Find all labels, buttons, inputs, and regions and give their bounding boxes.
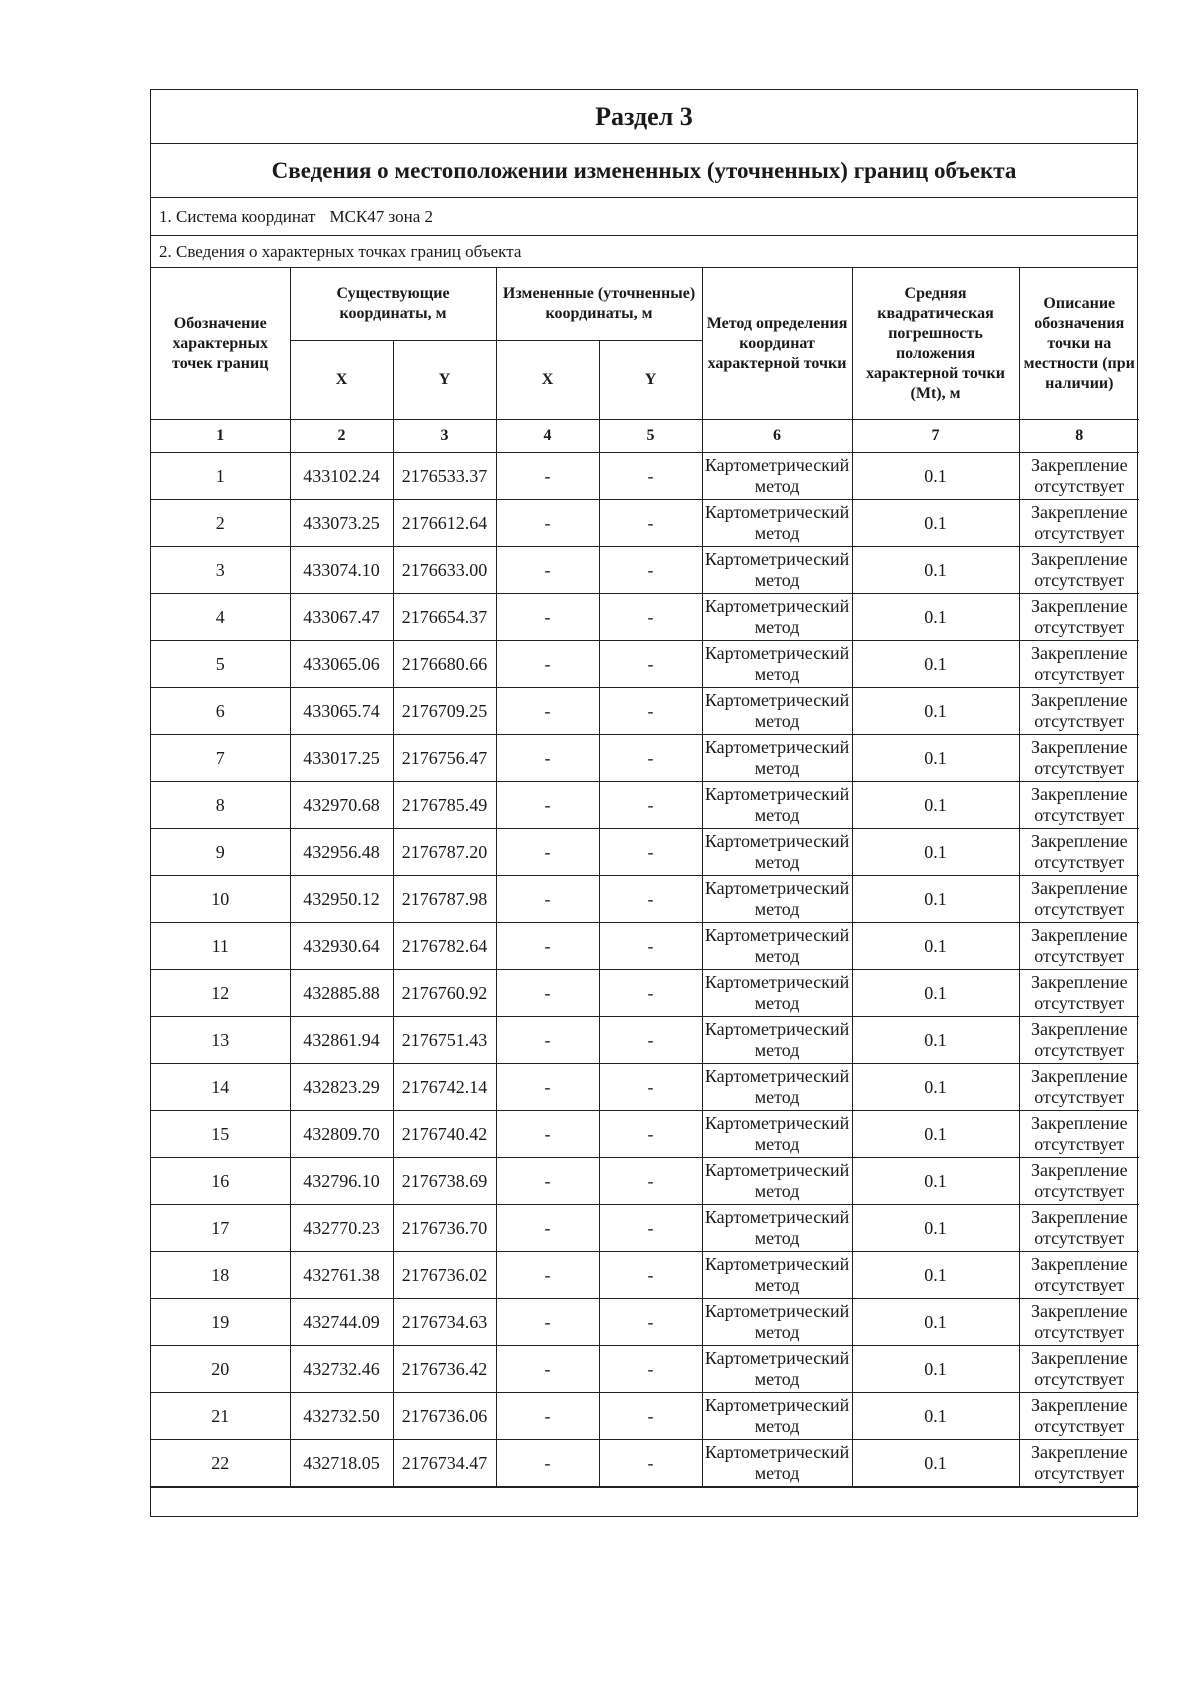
table-row <box>151 1252 1139 1299</box>
changed-x: - <box>496 735 599 782</box>
table-row <box>151 1111 1139 1158</box>
existing-y: 2176533.37 <box>393 453 496 500</box>
changed-y: - <box>599 1017 702 1064</box>
point-number: 12 <box>151 970 290 1017</box>
point-number: 20 <box>151 1346 290 1393</box>
existing-x: 432796.10 <box>290 1158 393 1205</box>
changed-x: - <box>496 1299 599 1346</box>
description-cell: Закрепление отсутствует <box>1019 876 1139 923</box>
method-cell: Картометрический метод <box>702 1064 852 1111</box>
existing-x: 432718.05 <box>290 1440 393 1487</box>
existing-y: 2176740.42 <box>393 1111 496 1158</box>
existing-x: 432823.29 <box>290 1064 393 1111</box>
table-row <box>151 876 1139 923</box>
error-value: 0.1 <box>852 1346 1019 1393</box>
method-cell: Картометрический метод <box>702 1299 852 1346</box>
header-changed-coords: Измененные (уточненные) координаты, м <box>496 268 702 341</box>
point-number: 4 <box>151 594 290 641</box>
method-cell: Картометрический метод <box>702 1252 852 1299</box>
changed-y: - <box>599 1393 702 1440</box>
error-value: 0.1 <box>852 1440 1019 1487</box>
changed-y: - <box>599 453 702 500</box>
changed-x: - <box>496 1158 599 1205</box>
existing-y: 2176742.14 <box>393 1064 496 1111</box>
changed-x: - <box>496 876 599 923</box>
error-value: 0.1 <box>852 782 1019 829</box>
changed-y: - <box>599 782 702 829</box>
table-row <box>151 1158 1139 1205</box>
changed-y: - <box>599 1064 702 1111</box>
changed-x: - <box>496 1440 599 1487</box>
existing-y: 2176736.02 <box>393 1252 496 1299</box>
description-cell: Закрепление отсутствует <box>1019 923 1139 970</box>
header-existing-coords: Существующие координаты, м <box>290 268 496 341</box>
description-cell: Закрепление отсутствует <box>1019 1440 1139 1487</box>
method-cell: Картометрический метод <box>702 735 852 782</box>
existing-y: 2176633.00 <box>393 547 496 594</box>
changed-y: - <box>599 641 702 688</box>
existing-x: 433067.47 <box>290 594 393 641</box>
point-number: 2 <box>151 500 290 547</box>
method-cell: Картометрический метод <box>702 1017 852 1064</box>
point-number: 13 <box>151 1017 290 1064</box>
changed-y: - <box>599 1346 702 1393</box>
table-row <box>151 641 1139 688</box>
point-number: 5 <box>151 641 290 688</box>
changed-y: - <box>599 923 702 970</box>
existing-y: 2176709.25 <box>393 688 496 735</box>
error-value: 0.1 <box>852 641 1019 688</box>
section-label: Раздел 3 <box>151 90 1137 144</box>
changed-x: - <box>496 641 599 688</box>
method-cell: Картометрический метод <box>702 1111 852 1158</box>
point-number: 6 <box>151 688 290 735</box>
error-value: 0.1 <box>852 1205 1019 1252</box>
existing-x: 432732.46 <box>290 1346 393 1393</box>
existing-x: 433102.24 <box>290 453 393 500</box>
existing-x: 432930.64 <box>290 923 393 970</box>
changed-y: - <box>599 735 702 782</box>
existing-x: 433073.25 <box>290 500 393 547</box>
description-cell: Закрепление отсутствует <box>1019 1158 1139 1205</box>
changed-x: - <box>496 923 599 970</box>
error-value: 0.1 <box>852 594 1019 641</box>
table-row <box>151 1299 1139 1346</box>
method-cell: Картометрический метод <box>702 876 852 923</box>
changed-x: - <box>496 1064 599 1111</box>
point-number: 11 <box>151 923 290 970</box>
table-row <box>151 453 1139 500</box>
existing-y: 2176654.37 <box>393 594 496 641</box>
table-row <box>151 500 1139 547</box>
point-number: 1 <box>151 453 290 500</box>
points-table-body <box>151 453 1139 1487</box>
column-number: 7 <box>852 420 1019 453</box>
existing-y: 2176736.06 <box>393 1393 496 1440</box>
header-changed-y: Y <box>599 341 702 420</box>
column-number: 2 <box>290 420 393 453</box>
page-title: Сведения о местоположении измененных (уточненных) границ объекта <box>151 144 1137 198</box>
existing-x: 432732.50 <box>290 1393 393 1440</box>
table-row <box>151 1393 1139 1440</box>
description-cell: Закрепление отсутствует <box>1019 829 1139 876</box>
error-value: 0.1 <box>852 1064 1019 1111</box>
existing-x: 432950.12 <box>290 876 393 923</box>
existing-y: 2176785.49 <box>393 782 496 829</box>
changed-y: - <box>599 1111 702 1158</box>
table-row <box>151 782 1139 829</box>
point-number: 19 <box>151 1299 290 1346</box>
method-cell: Картометрический метод <box>702 829 852 876</box>
points-table <box>151 268 1139 1487</box>
coord-system-line <box>151 198 1137 236</box>
table-row <box>151 970 1139 1017</box>
description-cell: Закрепление отсутствует <box>1019 1299 1139 1346</box>
error-value: 0.1 <box>852 970 1019 1017</box>
method-cell: Картометрический метод <box>702 641 852 688</box>
error-value: 0.1 <box>852 1158 1019 1205</box>
changed-x: - <box>496 453 599 500</box>
existing-y: 2176612.64 <box>393 500 496 547</box>
header-point-id: Обозначение характерных точек границ <box>151 268 290 420</box>
description-cell: Закрепление отсутствует <box>1019 1393 1139 1440</box>
column-number: 6 <box>702 420 852 453</box>
description-cell: Закрепление отсутствует <box>1019 641 1139 688</box>
point-number: 9 <box>151 829 290 876</box>
error-value: 0.1 <box>852 1393 1019 1440</box>
table-row <box>151 829 1139 876</box>
existing-y: 2176734.47 <box>393 1440 496 1487</box>
changed-y: - <box>599 688 702 735</box>
changed-x: - <box>496 1252 599 1299</box>
existing-x: 432744.09 <box>290 1299 393 1346</box>
existing-x: 432970.68 <box>290 782 393 829</box>
method-cell: Картометрический метод <box>702 1158 852 1205</box>
point-number: 21 <box>151 1393 290 1440</box>
table-footer-empty <box>151 1487 1137 1516</box>
description-cell: Закрепление отсутствует <box>1019 1111 1139 1158</box>
method-cell: Картометрический метод <box>702 970 852 1017</box>
header-description: Описание обозначения точки на местности (при наличии) <box>1019 268 1139 420</box>
description-cell: Закрепление отсутствует <box>1019 688 1139 735</box>
description-cell: Закрепление отсутствует <box>1019 735 1139 782</box>
existing-x: 432770.23 <box>290 1205 393 1252</box>
point-number: 15 <box>151 1111 290 1158</box>
document-sheet <box>150 89 1138 1517</box>
table-row <box>151 1346 1139 1393</box>
description-cell: Закрепление отсутствует <box>1019 1064 1139 1111</box>
method-cell: Картометрический метод <box>702 594 852 641</box>
table-row <box>151 547 1139 594</box>
description-cell: Закрепление отсутствует <box>1019 1346 1139 1393</box>
changed-y: - <box>599 1205 702 1252</box>
existing-x: 433074.10 <box>290 547 393 594</box>
point-number: 18 <box>151 1252 290 1299</box>
changed-y: - <box>599 1440 702 1487</box>
existing-y: 2176782.64 <box>393 923 496 970</box>
method-cell: Картометрический метод <box>702 782 852 829</box>
method-cell: Картометрический метод <box>702 547 852 594</box>
existing-x: 433017.25 <box>290 735 393 782</box>
changed-x: - <box>496 594 599 641</box>
header-changed-x: X <box>496 341 599 420</box>
error-value: 0.1 <box>852 829 1019 876</box>
point-number: 17 <box>151 1205 290 1252</box>
existing-x: 432885.88 <box>290 970 393 1017</box>
header-method: Метод определения координат характерной точки <box>702 268 852 420</box>
column-number: 3 <box>393 420 496 453</box>
changed-x: - <box>496 1205 599 1252</box>
column-number: 4 <box>496 420 599 453</box>
changed-x: - <box>496 1017 599 1064</box>
existing-x: 432809.70 <box>290 1111 393 1158</box>
description-cell: Закрепление отсутствует <box>1019 1017 1139 1064</box>
existing-x: 432761.38 <box>290 1252 393 1299</box>
existing-x: 432956.48 <box>290 829 393 876</box>
existing-y: 2176787.20 <box>393 829 496 876</box>
changed-x: - <box>496 1111 599 1158</box>
error-value: 0.1 <box>852 688 1019 735</box>
method-cell: Картометрический метод <box>702 1393 852 1440</box>
error-value: 0.1 <box>852 735 1019 782</box>
changed-x: - <box>496 500 599 547</box>
method-cell: Картометрический метод <box>702 923 852 970</box>
existing-y: 2176738.69 <box>393 1158 496 1205</box>
changed-y: - <box>599 1299 702 1346</box>
column-number: 1 <box>151 420 290 453</box>
header-existing-x: X <box>290 341 393 420</box>
changed-y: - <box>599 594 702 641</box>
error-value: 0.1 <box>852 1017 1019 1064</box>
description-cell: Закрепление отсутствует <box>1019 970 1139 1017</box>
table-row <box>151 1205 1139 1252</box>
existing-y: 2176751.43 <box>393 1017 496 1064</box>
changed-y: - <box>599 829 702 876</box>
existing-y: 2176760.92 <box>393 970 496 1017</box>
description-cell: Закрепление отсутствует <box>1019 1205 1139 1252</box>
changed-x: - <box>496 782 599 829</box>
coord-system-value: МСК47 зона 2 <box>329 207 434 226</box>
error-value: 0.1 <box>852 923 1019 970</box>
table-row <box>151 688 1139 735</box>
method-cell: Картометрический метод <box>702 688 852 735</box>
description-cell: Закрепление отсутствует <box>1019 1252 1139 1299</box>
changed-x: - <box>496 829 599 876</box>
table-row <box>151 1440 1139 1487</box>
existing-x: 433065.74 <box>290 688 393 735</box>
error-value: 0.1 <box>852 1252 1019 1299</box>
changed-y: - <box>599 500 702 547</box>
error-value: 0.1 <box>852 1111 1019 1158</box>
error-value: 0.1 <box>852 1299 1019 1346</box>
existing-y: 2176680.66 <box>393 641 496 688</box>
changed-x: - <box>496 1346 599 1393</box>
changed-x: - <box>496 970 599 1017</box>
existing-x: 433065.06 <box>290 641 393 688</box>
existing-y: 2176734.63 <box>393 1299 496 1346</box>
changed-y: - <box>599 876 702 923</box>
column-number: 5 <box>599 420 702 453</box>
error-value: 0.1 <box>852 876 1019 923</box>
changed-x: - <box>496 688 599 735</box>
table-row <box>151 923 1139 970</box>
column-number: 8 <box>1019 420 1139 453</box>
changed-y: - <box>599 547 702 594</box>
changed-y: - <box>599 970 702 1017</box>
table-row <box>151 1064 1139 1111</box>
description-cell: Закрепление отсутствует <box>1019 453 1139 500</box>
table-row <box>151 1017 1139 1064</box>
description-cell: Закрепление отсутствует <box>1019 594 1139 641</box>
existing-y: 2176756.47 <box>393 735 496 782</box>
header-error: Средняя квадратическая погрешность положения характерной точки (Mt), м <box>852 268 1019 420</box>
existing-y: 2176736.42 <box>393 1346 496 1393</box>
point-number: 14 <box>151 1064 290 1111</box>
point-number: 8 <box>151 782 290 829</box>
method-cell: Картометрический метод <box>702 1440 852 1487</box>
method-cell: Картометрический метод <box>702 1346 852 1393</box>
changed-y: - <box>599 1158 702 1205</box>
point-number: 10 <box>151 876 290 923</box>
description-cell: Закрепление отсутствует <box>1019 547 1139 594</box>
changed-x: - <box>496 547 599 594</box>
error-value: 0.1 <box>852 500 1019 547</box>
error-value: 0.1 <box>852 547 1019 594</box>
header-existing-y: Y <box>393 341 496 420</box>
description-cell: Закрепление отсутствует <box>1019 500 1139 547</box>
method-cell: Картометрический метод <box>702 453 852 500</box>
existing-y: 2176787.98 <box>393 876 496 923</box>
point-number: 3 <box>151 547 290 594</box>
points-heading: 2. Сведения о характерных точках границ объекта <box>151 236 1137 268</box>
point-number: 7 <box>151 735 290 782</box>
point-number: 16 <box>151 1158 290 1205</box>
table-row <box>151 594 1139 641</box>
point-number: 22 <box>151 1440 290 1487</box>
error-value: 0.1 <box>852 453 1019 500</box>
description-cell: Закрепление отсутствует <box>1019 782 1139 829</box>
existing-y: 2176736.70 <box>393 1205 496 1252</box>
method-cell: Картометрический метод <box>702 1205 852 1252</box>
column-number-row <box>151 420 1139 453</box>
method-cell: Картометрический метод <box>702 500 852 547</box>
changed-y: - <box>599 1252 702 1299</box>
table-row <box>151 735 1139 782</box>
changed-x: - <box>496 1393 599 1440</box>
coord-system-label: 1. Система координат <box>159 207 316 226</box>
existing-x: 432861.94 <box>290 1017 393 1064</box>
